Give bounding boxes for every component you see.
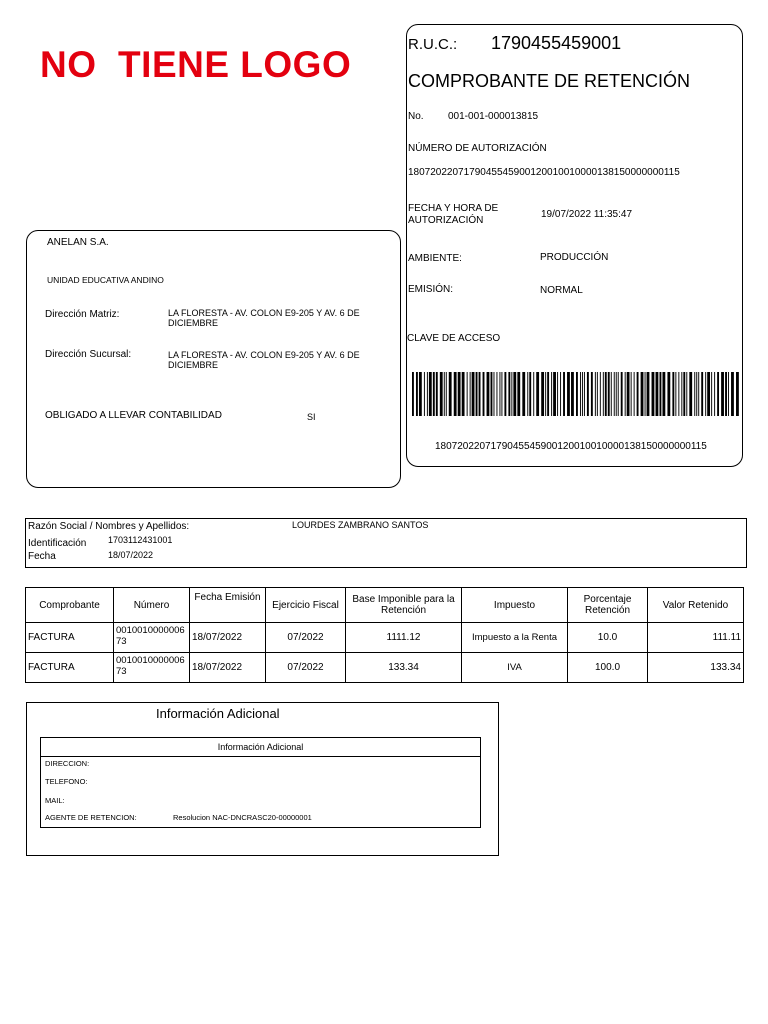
barcode-bar	[637, 372, 639, 416]
barcode-bar	[511, 372, 512, 416]
no-logo-placeholder: NO TIENE LOGO	[40, 44, 352, 85]
barcode-bar	[647, 372, 650, 416]
barcode-bar	[536, 372, 539, 416]
barcode-bar	[595, 372, 596, 416]
barcode-bar	[711, 372, 712, 416]
barcode-bar	[571, 372, 574, 416]
barcode-bar	[681, 372, 682, 416]
barcode-bar	[522, 372, 525, 416]
barcode-bar	[427, 372, 428, 416]
branch-address-value: LA FLORESTA - AV. COLON E9-205 Y AV. 6 DE DICIEMBRE	[168, 350, 360, 370]
table-row	[26, 623, 744, 653]
barcode-bar	[508, 372, 510, 416]
header-base-imponible: Base Imponible para la Retención	[346, 588, 462, 623]
cell-impuesto: Impuesto a la Renta	[462, 623, 568, 653]
retention-table	[25, 587, 744, 683]
barcode-bar	[553, 372, 556, 416]
additional-info-title: Información Adicional	[156, 706, 280, 721]
barcode-bar	[659, 372, 661, 416]
barcode-bar	[580, 372, 581, 416]
barcode-bar	[433, 372, 435, 416]
barcode-bar	[608, 372, 610, 416]
cell-porcentaje: 10.0	[568, 623, 648, 653]
barcode-bar	[667, 372, 670, 416]
barcode-bar	[656, 372, 659, 416]
barcode-bar	[621, 372, 623, 416]
barcode-bar	[576, 372, 578, 416]
barcode-bar	[696, 372, 697, 416]
subject-date-value: 18/07/2022	[108, 550, 154, 560]
barcode-bar	[597, 372, 598, 416]
document-number-label: No.	[408, 111, 424, 122]
barcode-bar	[551, 372, 552, 416]
barcode-bar	[541, 372, 544, 416]
main-address-label: Dirección Matriz:	[45, 309, 120, 320]
barcode-bar	[429, 372, 432, 416]
cell-numero: 001001000000673	[114, 623, 190, 653]
barcode-bar	[416, 372, 418, 416]
environment-value: PRODUCCIÓN	[540, 252, 609, 263]
authorization-date-label-line2: AUTORIZACIÓN	[408, 215, 484, 226]
barcode-bar	[483, 372, 485, 416]
barcode-bar	[462, 372, 465, 416]
header-fecha-emision: Fecha Emisión	[190, 588, 266, 623]
barcode-bar	[584, 372, 585, 416]
subject-name-label: Razón Social / Nombres y Apellidos:	[28, 521, 190, 532]
subject-date-label: Fecha	[28, 551, 56, 562]
subject-name-value: LOURDES ZAMBRANO SANTOS	[292, 520, 429, 530]
agente-retencion-label: AGENTE DE RETENCION:	[45, 813, 137, 822]
branch-address-label: Dirección Sucursal:	[45, 349, 132, 360]
emission-label: EMISIÓN:	[408, 284, 454, 295]
subject-id-label: Identificación	[28, 538, 87, 549]
barcode-bar	[472, 372, 475, 416]
barcode-bar	[567, 372, 570, 416]
barcode-bar	[467, 372, 468, 416]
telefono-label: TELEFONO:	[45, 777, 88, 786]
barcode-bar	[675, 372, 676, 416]
barcode-bar	[479, 372, 481, 416]
barcode-bar	[587, 372, 589, 416]
mail-label: MAIL:	[45, 796, 65, 805]
direccion-label: DIRECCION:	[45, 759, 90, 768]
main-address-value: LA FLORESTA - AV. COLON E9-205 Y AV. 6 DE DICIEMBRE	[168, 308, 360, 328]
barcode-bar	[611, 372, 612, 416]
barcode-bar	[625, 372, 626, 416]
cell-ejercicio: 07/2022	[266, 623, 346, 653]
header-ejercicio-fiscal: Ejercicio Fiscal	[266, 588, 346, 623]
barcode-bar	[419, 372, 422, 416]
barcode-bar	[701, 372, 703, 416]
barcode-bar	[678, 372, 679, 416]
barcode-bar	[662, 372, 665, 416]
barcode-bar	[529, 372, 531, 416]
barcode-bar	[714, 372, 715, 416]
barcode-bar	[496, 372, 497, 416]
barcode-bar	[614, 372, 615, 416]
access-key-label: CLAVE DE ACCESO	[407, 333, 501, 344]
barcode-bar	[728, 372, 729, 416]
cell-fecha: 18/07/2022	[190, 623, 266, 653]
issuer-trade-name: UNIDAD EDUCATIVA ANDINO	[47, 275, 164, 285]
barcode-bar	[449, 372, 452, 416]
barcode-bar	[731, 372, 734, 416]
barcode-bar	[424, 372, 425, 416]
barcode-bar	[694, 372, 695, 416]
cell-comprobante: FACTURA	[26, 653, 114, 683]
cell-valor: 133.34	[648, 653, 744, 683]
accounting-value: SI	[307, 412, 316, 422]
header-impuesto: Impuesto	[462, 588, 568, 623]
barcode-bar	[736, 372, 739, 416]
barcode-bar	[560, 372, 561, 416]
table-row	[26, 653, 744, 683]
barcode-bar	[501, 372, 502, 416]
barcode-bar	[440, 372, 443, 416]
barcode-bar	[689, 372, 692, 416]
barcode-bar	[458, 372, 461, 416]
cell-numero: 001001000000673	[114, 653, 190, 683]
barcode-bar	[627, 372, 630, 416]
barcode-bar	[557, 372, 558, 416]
environment-label: AMBIENTE:	[408, 253, 462, 264]
barcode-bar	[600, 372, 601, 416]
barcode-bar	[672, 372, 674, 416]
document-number-value: 001-001-000013815	[448, 111, 539, 122]
ruc-label: R.U.C.:	[408, 36, 458, 53]
issuer-name: ANELAN S.A.	[47, 237, 109, 248]
barcode-bar	[494, 372, 495, 416]
ruc-value: 1790455459001	[491, 33, 622, 53]
cell-base: 1111.12	[346, 623, 462, 653]
cell-valor: 111.11	[648, 623, 744, 653]
barcode-bar	[513, 372, 516, 416]
table-header-row	[26, 588, 744, 623]
accounting-label: OBLIGADO A LLEVAR CONTABILIDAD	[45, 410, 222, 421]
header-valor-retenido: Valor Retenido	[648, 588, 744, 623]
barcode-bar	[476, 372, 478, 416]
header-porcentaje: Porcentaje Retención	[568, 588, 648, 623]
subject-id-value: 1703112431001	[108, 535, 173, 545]
barcode-bar	[444, 372, 445, 416]
cell-impuesto: IVA	[462, 653, 568, 683]
barcode-bar	[605, 372, 607, 416]
barcode-bar	[616, 372, 617, 416]
barcode-bar	[545, 372, 546, 416]
barcode-bar	[591, 372, 593, 416]
emission-value: NORMAL	[540, 285, 583, 296]
cell-porcentaje: 100.0	[568, 653, 648, 683]
barcode-bar	[527, 372, 528, 416]
barcode-bar	[707, 372, 710, 416]
additional-info-inner-title: Información Adicional	[41, 738, 480, 757]
barcode-bar	[618, 372, 619, 416]
agente-retencion-value: Resolucion NAC-DNCRASC20-00000001	[173, 813, 312, 822]
header-comprobante: Comprobante	[26, 588, 114, 623]
barcode-bar	[533, 372, 534, 416]
authorization-number-label: NÚMERO DE AUTORIZACIÓN	[408, 143, 547, 154]
barcode-bar	[487, 372, 490, 416]
barcode-bar	[547, 372, 549, 416]
barcode-bar	[517, 372, 520, 416]
barcode-bar	[641, 372, 644, 416]
barcode-bar	[725, 372, 727, 416]
barcode-bar	[634, 372, 635, 416]
barcode-bar	[698, 372, 699, 416]
barcode-bar	[436, 372, 438, 416]
barcode-bar	[705, 372, 706, 416]
barcode-bar	[683, 372, 685, 416]
access-key-barcode	[412, 372, 740, 416]
barcode-bar	[686, 372, 687, 416]
barcode-bar	[412, 372, 414, 416]
barcode-bar	[717, 372, 719, 416]
authorization-date-value: 19/07/2022 11:35:47	[541, 209, 633, 220]
barcode-bar	[491, 372, 493, 416]
header-numero: Número	[114, 588, 190, 623]
authorization-date-label-line1: FECHA Y HORA DE	[408, 203, 499, 214]
cell-ejercicio: 07/2022	[266, 653, 346, 683]
barcode-bar	[582, 372, 583, 416]
barcode-bar	[499, 372, 500, 416]
barcode-bar	[563, 372, 565, 416]
barcode-bar	[645, 372, 646, 416]
barcode-bar	[446, 372, 447, 416]
barcode-bar	[652, 372, 655, 416]
cell-comprobante: FACTURA	[26, 623, 114, 653]
cell-fecha: 18/07/2022	[190, 653, 266, 683]
cell-base: 133.34	[346, 653, 462, 683]
document-title: COMPROBANTE DE RETENCIÓN	[408, 71, 691, 91]
authorization-number-value: 1807202207179045545900120010010000138150000000115	[408, 167, 680, 178]
barcode-bar	[454, 372, 457, 416]
barcode-bar	[721, 372, 724, 416]
barcode-bar	[470, 372, 471, 416]
barcode-bar	[504, 372, 506, 416]
barcode-bar	[603, 372, 604, 416]
access-key-value: 1807202207179045545900120010010000138150000000115	[435, 441, 707, 452]
barcode-bar	[631, 372, 632, 416]
